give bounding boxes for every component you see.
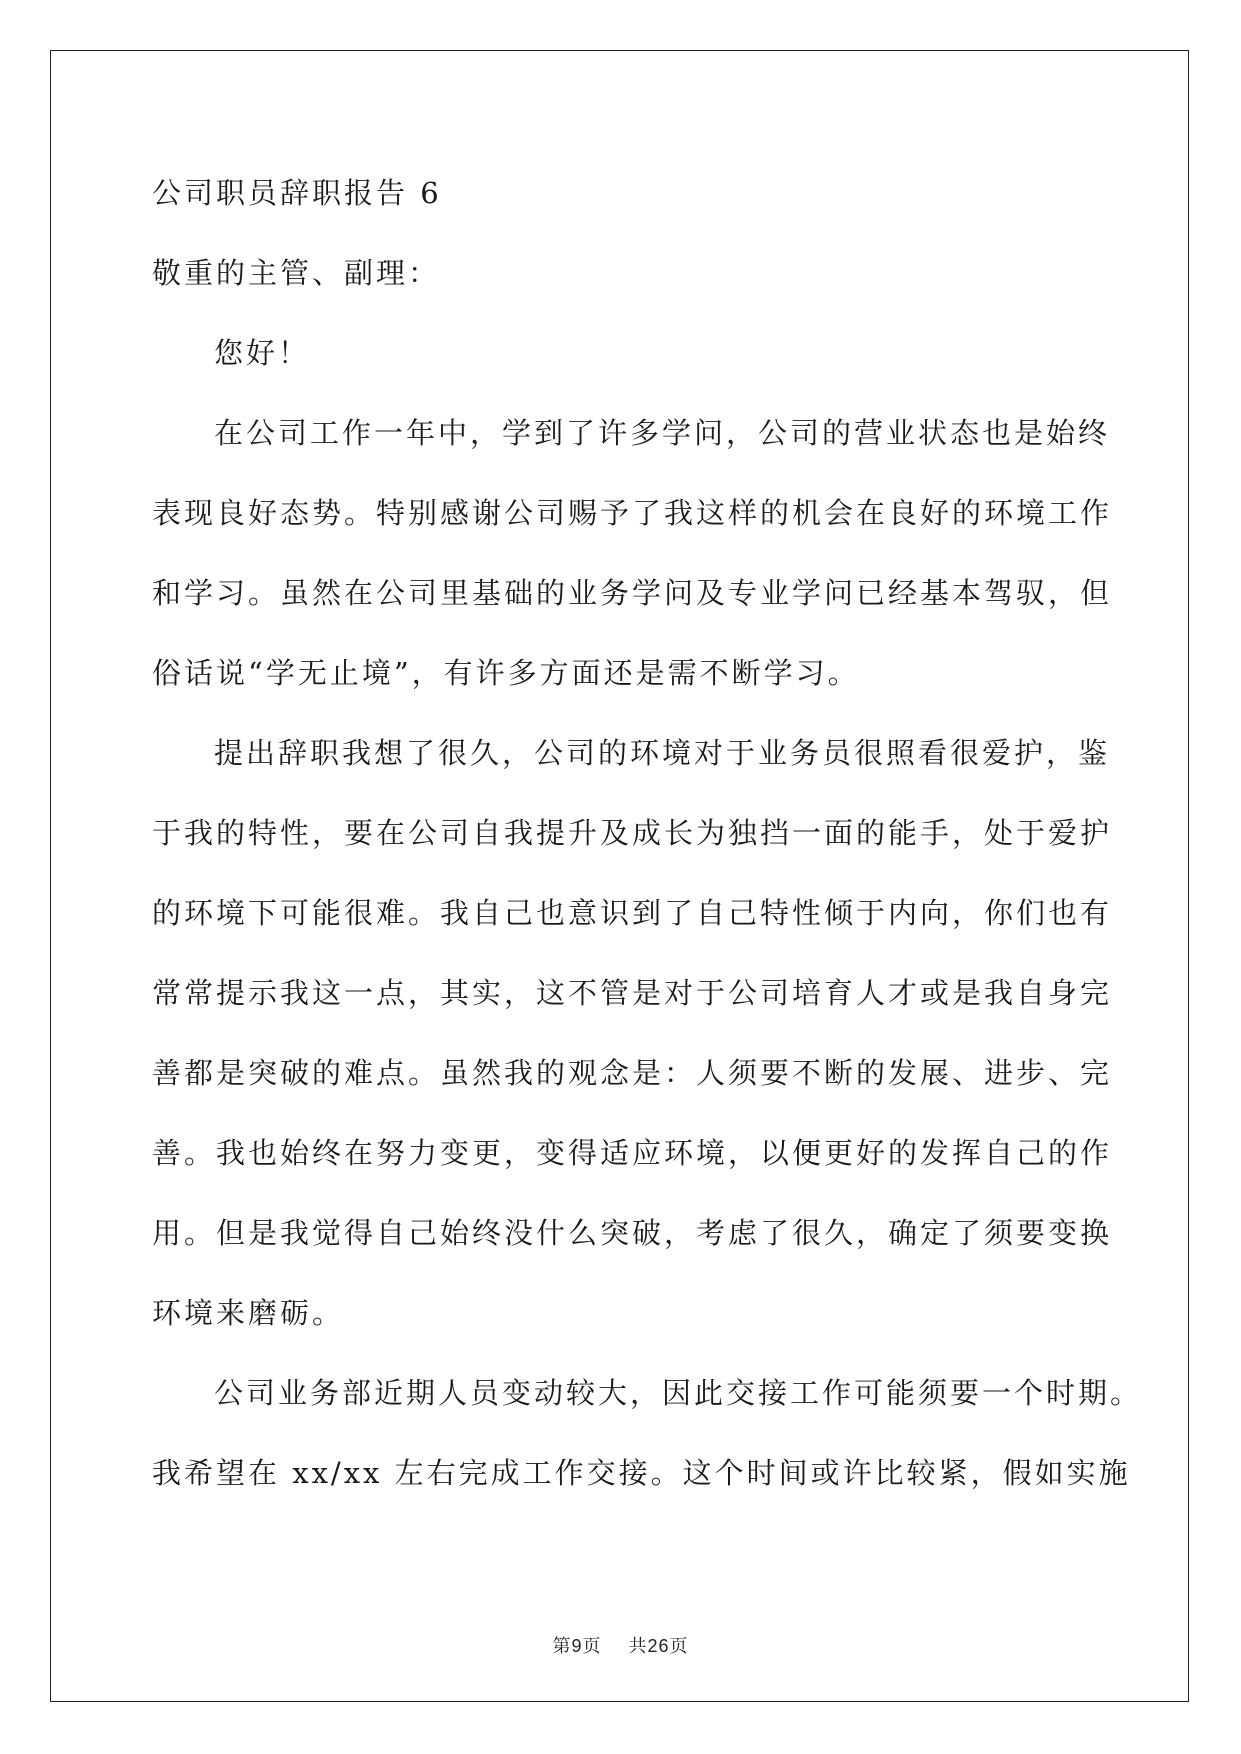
document-title: 公司职员辞职报告 6 <box>152 176 442 210</box>
body-line: 善都是突破的难点。虽然我的观念是：人须要不断的发展、进步、完 <box>152 1056 1113 1090</box>
body-line: 于我的特性，要在公司自我提升及成长为独挡一面的能手，处于爱护 <box>152 816 1113 850</box>
page-number: 9 <box>571 1636 583 1656</box>
body-line: 的环境下可能很难。我自己也意识到了自己特性倾于内向，你们也有 <box>152 896 1113 930</box>
document-body <box>152 163 1143 1523</box>
total-prefix: 共 <box>628 1636 648 1657</box>
total-pages: 26 <box>647 1636 670 1656</box>
body-line: 常常提示我这一点，其实，这不管是对于公司培育人才或是我自身完 <box>152 976 1113 1010</box>
body-line: 环境来磨砺。 <box>152 1296 345 1330</box>
body-line: 俗话说“学无止境”，有许多方面还是需不断学习。 <box>152 656 860 690</box>
body-line: 用。但是我觉得自己始终没什么突破，考虑了很久，确定了须要变换 <box>152 1216 1113 1250</box>
total-suffix: 页 <box>669 1636 689 1657</box>
salutation: 敬重的主管、副理： <box>152 256 441 290</box>
body-line: 善。我也始终在努力变更，变得适应环境，以便更好的发挥自己的作 <box>152 1136 1113 1170</box>
page-suffix: 页 <box>582 1636 602 1657</box>
page-footer <box>0 1632 1241 1658</box>
body-line: 和学习。虽然在公司里基础的业务学问及专业学问已经基本驾驭，但 <box>152 576 1113 610</box>
body-line: 提出辞职我想了很久，公司的环境对于业务员很照看很爱护，鉴 <box>214 736 1111 770</box>
body-text <box>152 403 1143 1523</box>
body-line: 表现良好态势。特别感谢公司赐予了我这样的机会在良好的环境工作 <box>152 496 1113 530</box>
page-prefix: 第 <box>552 1636 572 1657</box>
body-line: 我希望在 xx/xx 左右完成工作交接。这个时间或许比较紧，假如实施 <box>152 1456 1131 1490</box>
body-line: 公司业务部近期人员变动较大，因此交接工作可能须要一个时期。 <box>214 1376 1143 1410</box>
greeting: 您好！ <box>214 336 311 370</box>
body-line: 在公司工作一年中，学到了许多学问，公司的营业状态也是始终 <box>214 416 1111 450</box>
